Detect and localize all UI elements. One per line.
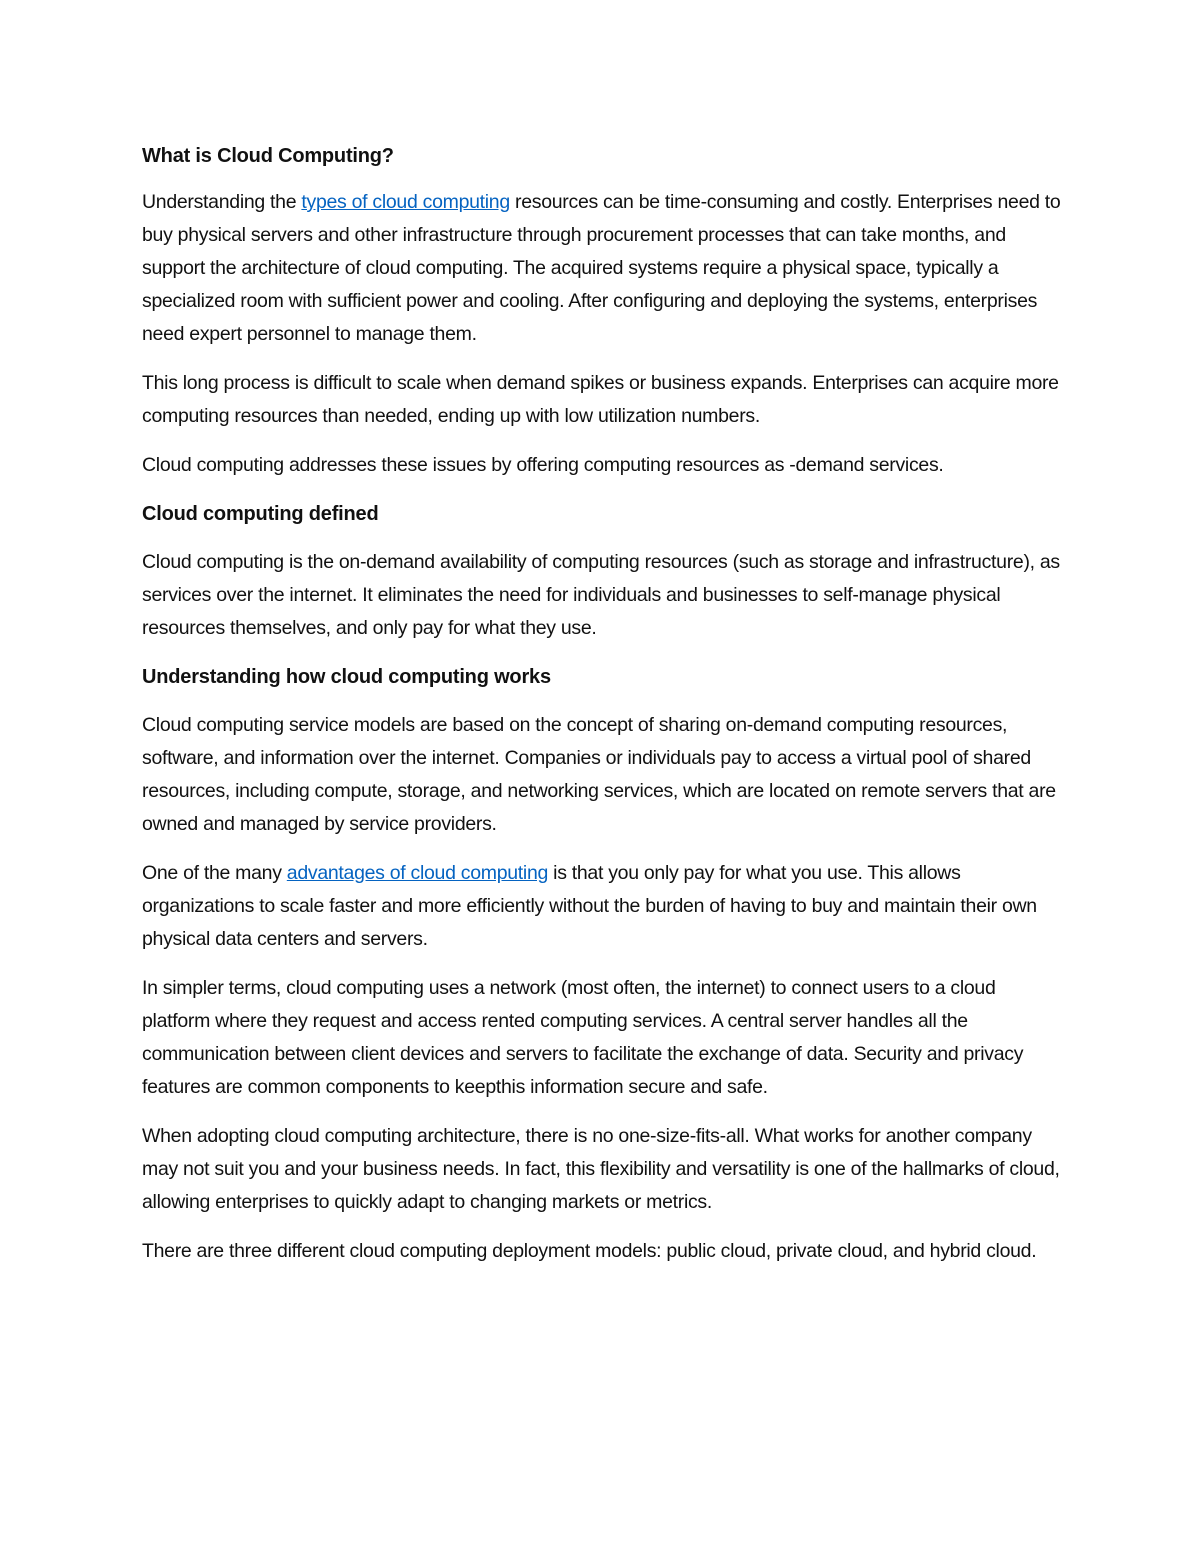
deployment-models-paragraph: There are three different cloud computing deployment models: public cloud, private cloud, and hybrid cloud. (142, 1240, 1037, 1262)
advantages-text-before: One of the many (142, 862, 287, 884)
types-of-cloud-computing-link[interactable]: types of cloud computing (301, 191, 510, 213)
intro-paragraph (142, 186, 1062, 351)
advantages-text-after: is that you only pay for what you use. This allows organizations to scale faster and more efficiently without the burden of having to buy and maintain their own physical data centers and servers. (142, 862, 1037, 950)
service-models-paragraph: Cloud computing service models are based on the concept of sharing on-demand computing resources, software, and information over the internet. Companies or individuals pay to access a virtual pool of shared resources, including compute, storage, and networking services, which are located on remote servers that are owned and managed by service providers. (142, 714, 1056, 835)
advantages-of-cloud-computing-link[interactable]: advantages of cloud computing (286, 862, 549, 884)
architecture-paragraph: When adopting cloud computing architecture, there is no one-size-fits-all. What works for another company may not suit you and your business needs. In fact, this flexibility and versatility is one of the hallmarks of cloud, allowing enterprises to quickly adapt to changing markets or metrics. (142, 1125, 1060, 1213)
intro-text-before: Understanding the (142, 191, 302, 213)
advantages-paragraph (142, 857, 1062, 956)
solution-paragraph: Cloud computing addresses these issues by offering computing resources as -demand services. (142, 454, 944, 476)
scaling-paragraph: This long process is difficult to scale when demand spikes or business expands. Enterprises can acquire more computing resources than needed, ending up with low utilization numbers. (142, 372, 1059, 427)
document-page (142, 136, 1062, 1284)
section-heading-defined: Cloud computing defined (142, 503, 379, 525)
definition-paragraph: Cloud computing is the on-demand availability of computing resources (such as storage and infrastructure), as services over the internet. It eliminates the need for individuals and businesses to self-manage physical resources themselves, and only pay for what they use. (142, 551, 1060, 639)
section-heading-how-it-works: Understanding how cloud computing works (142, 666, 551, 688)
document-title: What is Cloud Computing? (142, 145, 394, 167)
intro-text-after: resources can be time-consuming and costly. Enterprises need to buy physical servers and other infrastructure through procurement processes that can take months, and support the architecture of cloud computing. The acquired systems require a physical space, typically a specialized room with sufficient power and cooling. After configuring and deploying the systems, enterprises need expert personnel to manage them. (142, 191, 1061, 345)
simpler-terms-paragraph: In simpler terms, cloud computing uses a network (most often, the internet) to connect users to a cloud platform where they request and access rented computing services. A central server handles all the communication between client devices and servers to facilitate the exchange of data. Security and privacy features are common components to keepthis information secure and safe. (142, 977, 1024, 1098)
